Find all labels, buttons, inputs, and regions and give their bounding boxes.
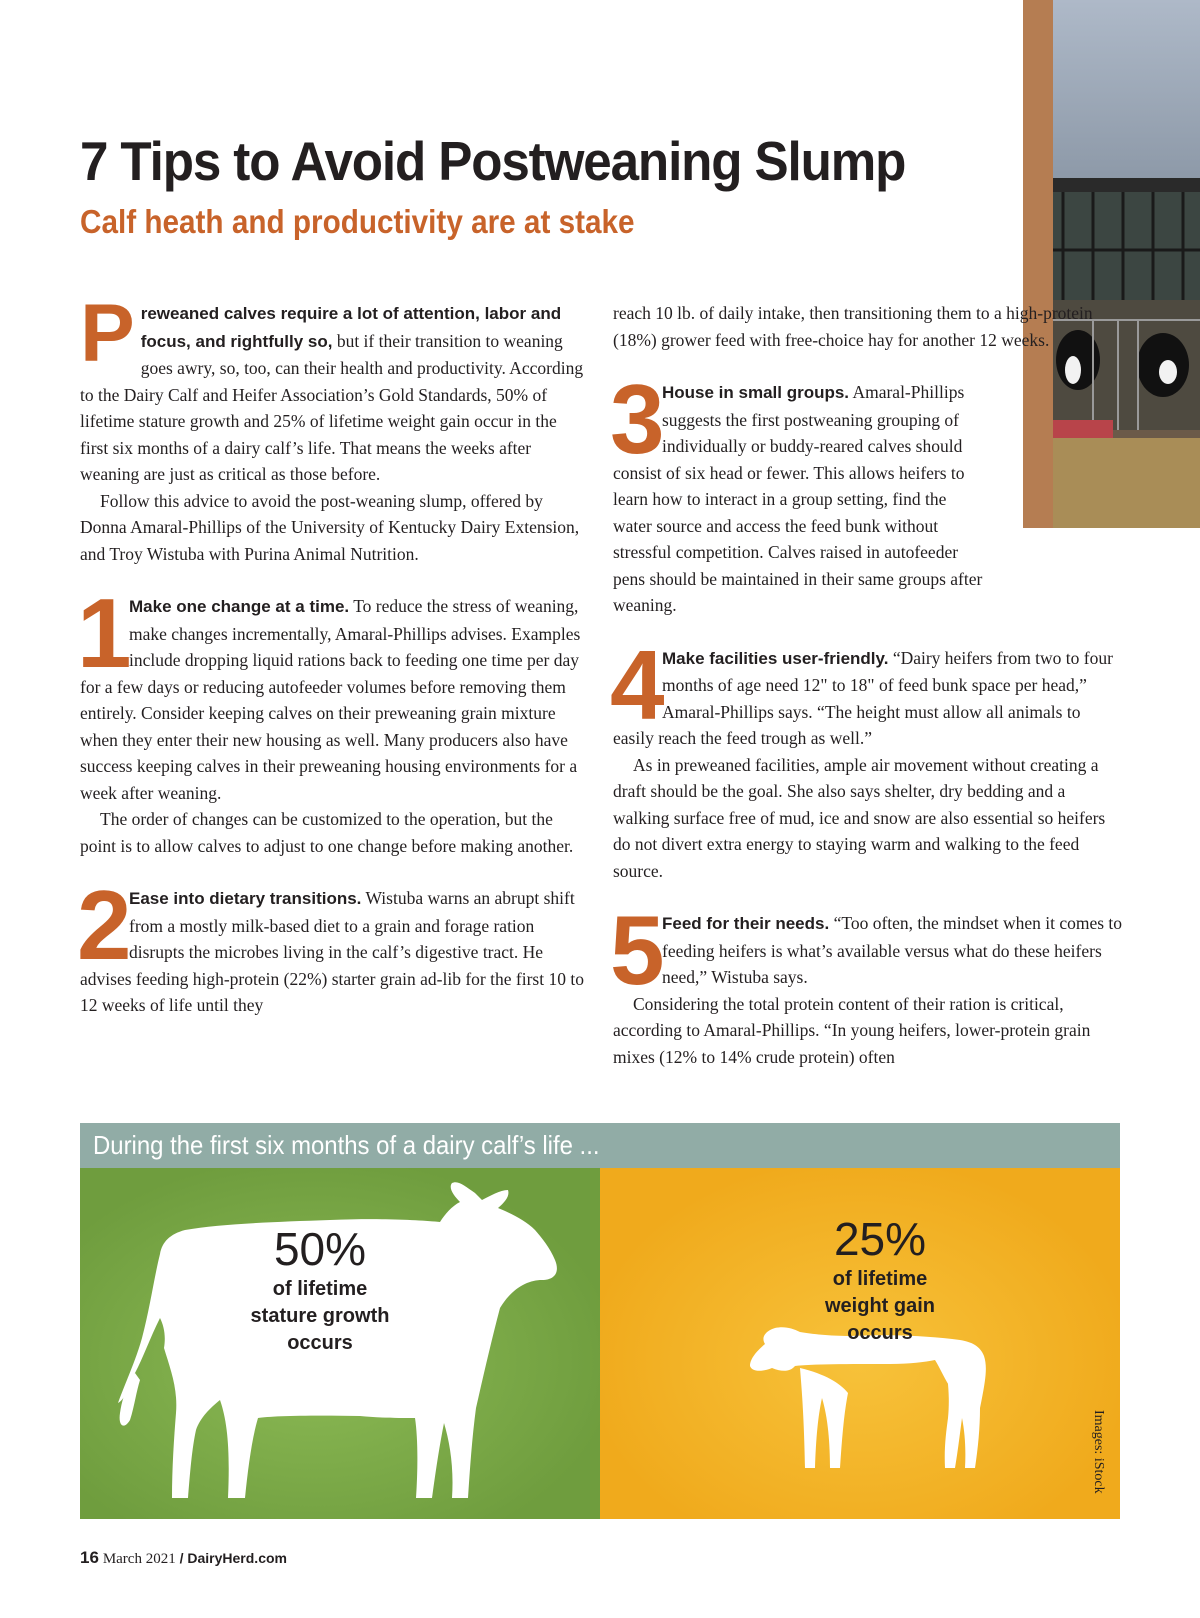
intro-lead: reweaned calves require a lot of attention, labor and focus, and rightfully so, — [140, 304, 562, 351]
stature-label-line: occurs — [287, 1332, 353, 1354]
weight-label — [790, 1266, 970, 1347]
tip-5 — [610, 895, 1125, 1070]
tip-heading: Make one change at a time. — [129, 597, 350, 616]
tip-text-2: The order of changes can be customized to the operation, but the point is to allow calves to adjust to one change before making another. — [80, 809, 574, 856]
article-title: 7 Tips to Avoid Postweaning Slump — [80, 130, 906, 192]
tip-2 — [77, 870, 585, 1019]
intro-text: but if their transition to weaning goes awry, so, too, can their health and productivity. According to the Dairy Calf and Heifer Association’s Gold Standards, 50% of lifetime stature growth and 25% of lifetime weight gain occur in the first six months of a dairy calf’s life. That means the weeks after weaning are just as critical as those before. — [80, 330, 584, 484]
article-subtitle: Calf heath and productivity are at stake — [80, 203, 635, 240]
tip-2-continued: reach 10 lb. of daily intake, then transitioning them to a high-protein (18%) grower feed with free-choice hay for another 12 weeks. — [613, 303, 1093, 350]
tip-1 — [77, 578, 585, 859]
issue-date: March 2021 — [102, 1551, 176, 1567]
weight-label-line: occurs — [847, 1322, 913, 1344]
infographic-header-bar — [80, 1123, 1120, 1168]
weight-percent: 25% — [833, 1213, 927, 1265]
tip-heading: Make facilities user-friendly. — [662, 648, 889, 668]
page-number: 16 — [80, 1548, 99, 1567]
tip-text: Wistuba warns an abrupt shift from a mostly milk-based diet to a grain and forage ration disrupts the microbes living in the calf’s digestive tract. He advises feeding high-protein (22%) starter grain ad-lib for the first 10 to 12 weeks of life until they — [80, 888, 584, 1015]
weight-label-line: weight gain — [825, 1295, 935, 1317]
tip-text: “Too often, the mindset when it comes to feeding heifers is what’s available versus what do these heifers need,” Wistuba says. — [662, 913, 1123, 987]
tip-text: To reduce the stress of weaning, make changes incrementally, Amaral-Phillips advises. Examples include dropping liquid rations back to feeding one time per day for a few days or reducing autofeeder volumes before removing them entirely. Consider keeping calves on their preweaning grain mixture when they enter their new housing as well. Many producers also have success keeping calves in their preweaning housing environments for a week after weaning. — [80, 596, 581, 803]
stature-label — [230, 1276, 410, 1357]
tip-number: 3 — [610, 364, 665, 474]
page-footer — [80, 1548, 287, 1568]
footer-separator: / — [179, 1550, 184, 1566]
tip-text-2: As in preweaned facilities, ample air movement without creating a draft should be the goal. She also says shelter, dry bedding and a walking surface free of mud, ice and snow are also essential so heifers do not divert extra energy to staying warm and walking to the feed source. — [613, 754, 1106, 881]
site-name: DairyHerd.com — [187, 1550, 287, 1566]
infographic-title: During the first six months of a dairy calf’s life ... — [93, 1130, 600, 1160]
tip-number: 1 — [77, 578, 132, 688]
tip-heading: House in small groups. — [662, 383, 850, 402]
stature-panel — [80, 1168, 600, 1519]
tip-4 — [610, 629, 1125, 885]
intro-paragraph — [80, 288, 585, 488]
tip-heading: Feed for their needs. — [662, 914, 830, 933]
stature-percent: 50% — [273, 1223, 367, 1275]
intro-paragraph-2: Follow this advice to avoid the post-weaning slump, offered by Donna Amaral-Phillips of the University of Kentucky Dairy Extension, and Troy Wistuba with Purina Animal Nutrition. — [80, 490, 580, 564]
tip-heading: Ease into dietary transitions. — [129, 889, 362, 908]
tip-text-2: Considering the total protein content of their ration is critical, according to Amaral-Phillips. “In young heifers, lower-protein grain mixes (12% to 14% crude protein) often — [613, 993, 1091, 1067]
drop-cap: P — [80, 288, 135, 379]
left-column — [77, 288, 585, 1019]
tip-text: “Dairy heifers from two to four months of age need 12" to 18" of feed bunk space per head,” Amaral-Phillips says. “The height must allow all animals to easily reach the feed trough as well.” — [613, 647, 1113, 748]
stature-label-line: of lifetime — [272, 1278, 368, 1300]
tip-text: Amaral-Phillips suggests the first postweaning grouping of individually or buddy-reared calves should consist of six head or fewer. This allows heifers to learn how to interact in a group setting, find the water source and access the feed bunk without stressful competition. Calves raised in autofeeder pens should be maintained in their same groups after weaning. — [613, 382, 983, 615]
tip-number: 5 — [610, 895, 665, 1005]
tip-3 — [610, 364, 988, 619]
image-credit: Images: iStock — [1091, 1410, 1106, 1494]
weight-panel — [600, 1168, 1120, 1519]
right-column — [610, 300, 1125, 1070]
tip-number: 4 — [610, 629, 665, 740]
weight-label-line: of lifetime — [832, 1268, 928, 1290]
infographic — [80, 1123, 1120, 1519]
stature-label-line: stature growth — [250, 1305, 390, 1327]
tip-number: 2 — [77, 870, 132, 980]
